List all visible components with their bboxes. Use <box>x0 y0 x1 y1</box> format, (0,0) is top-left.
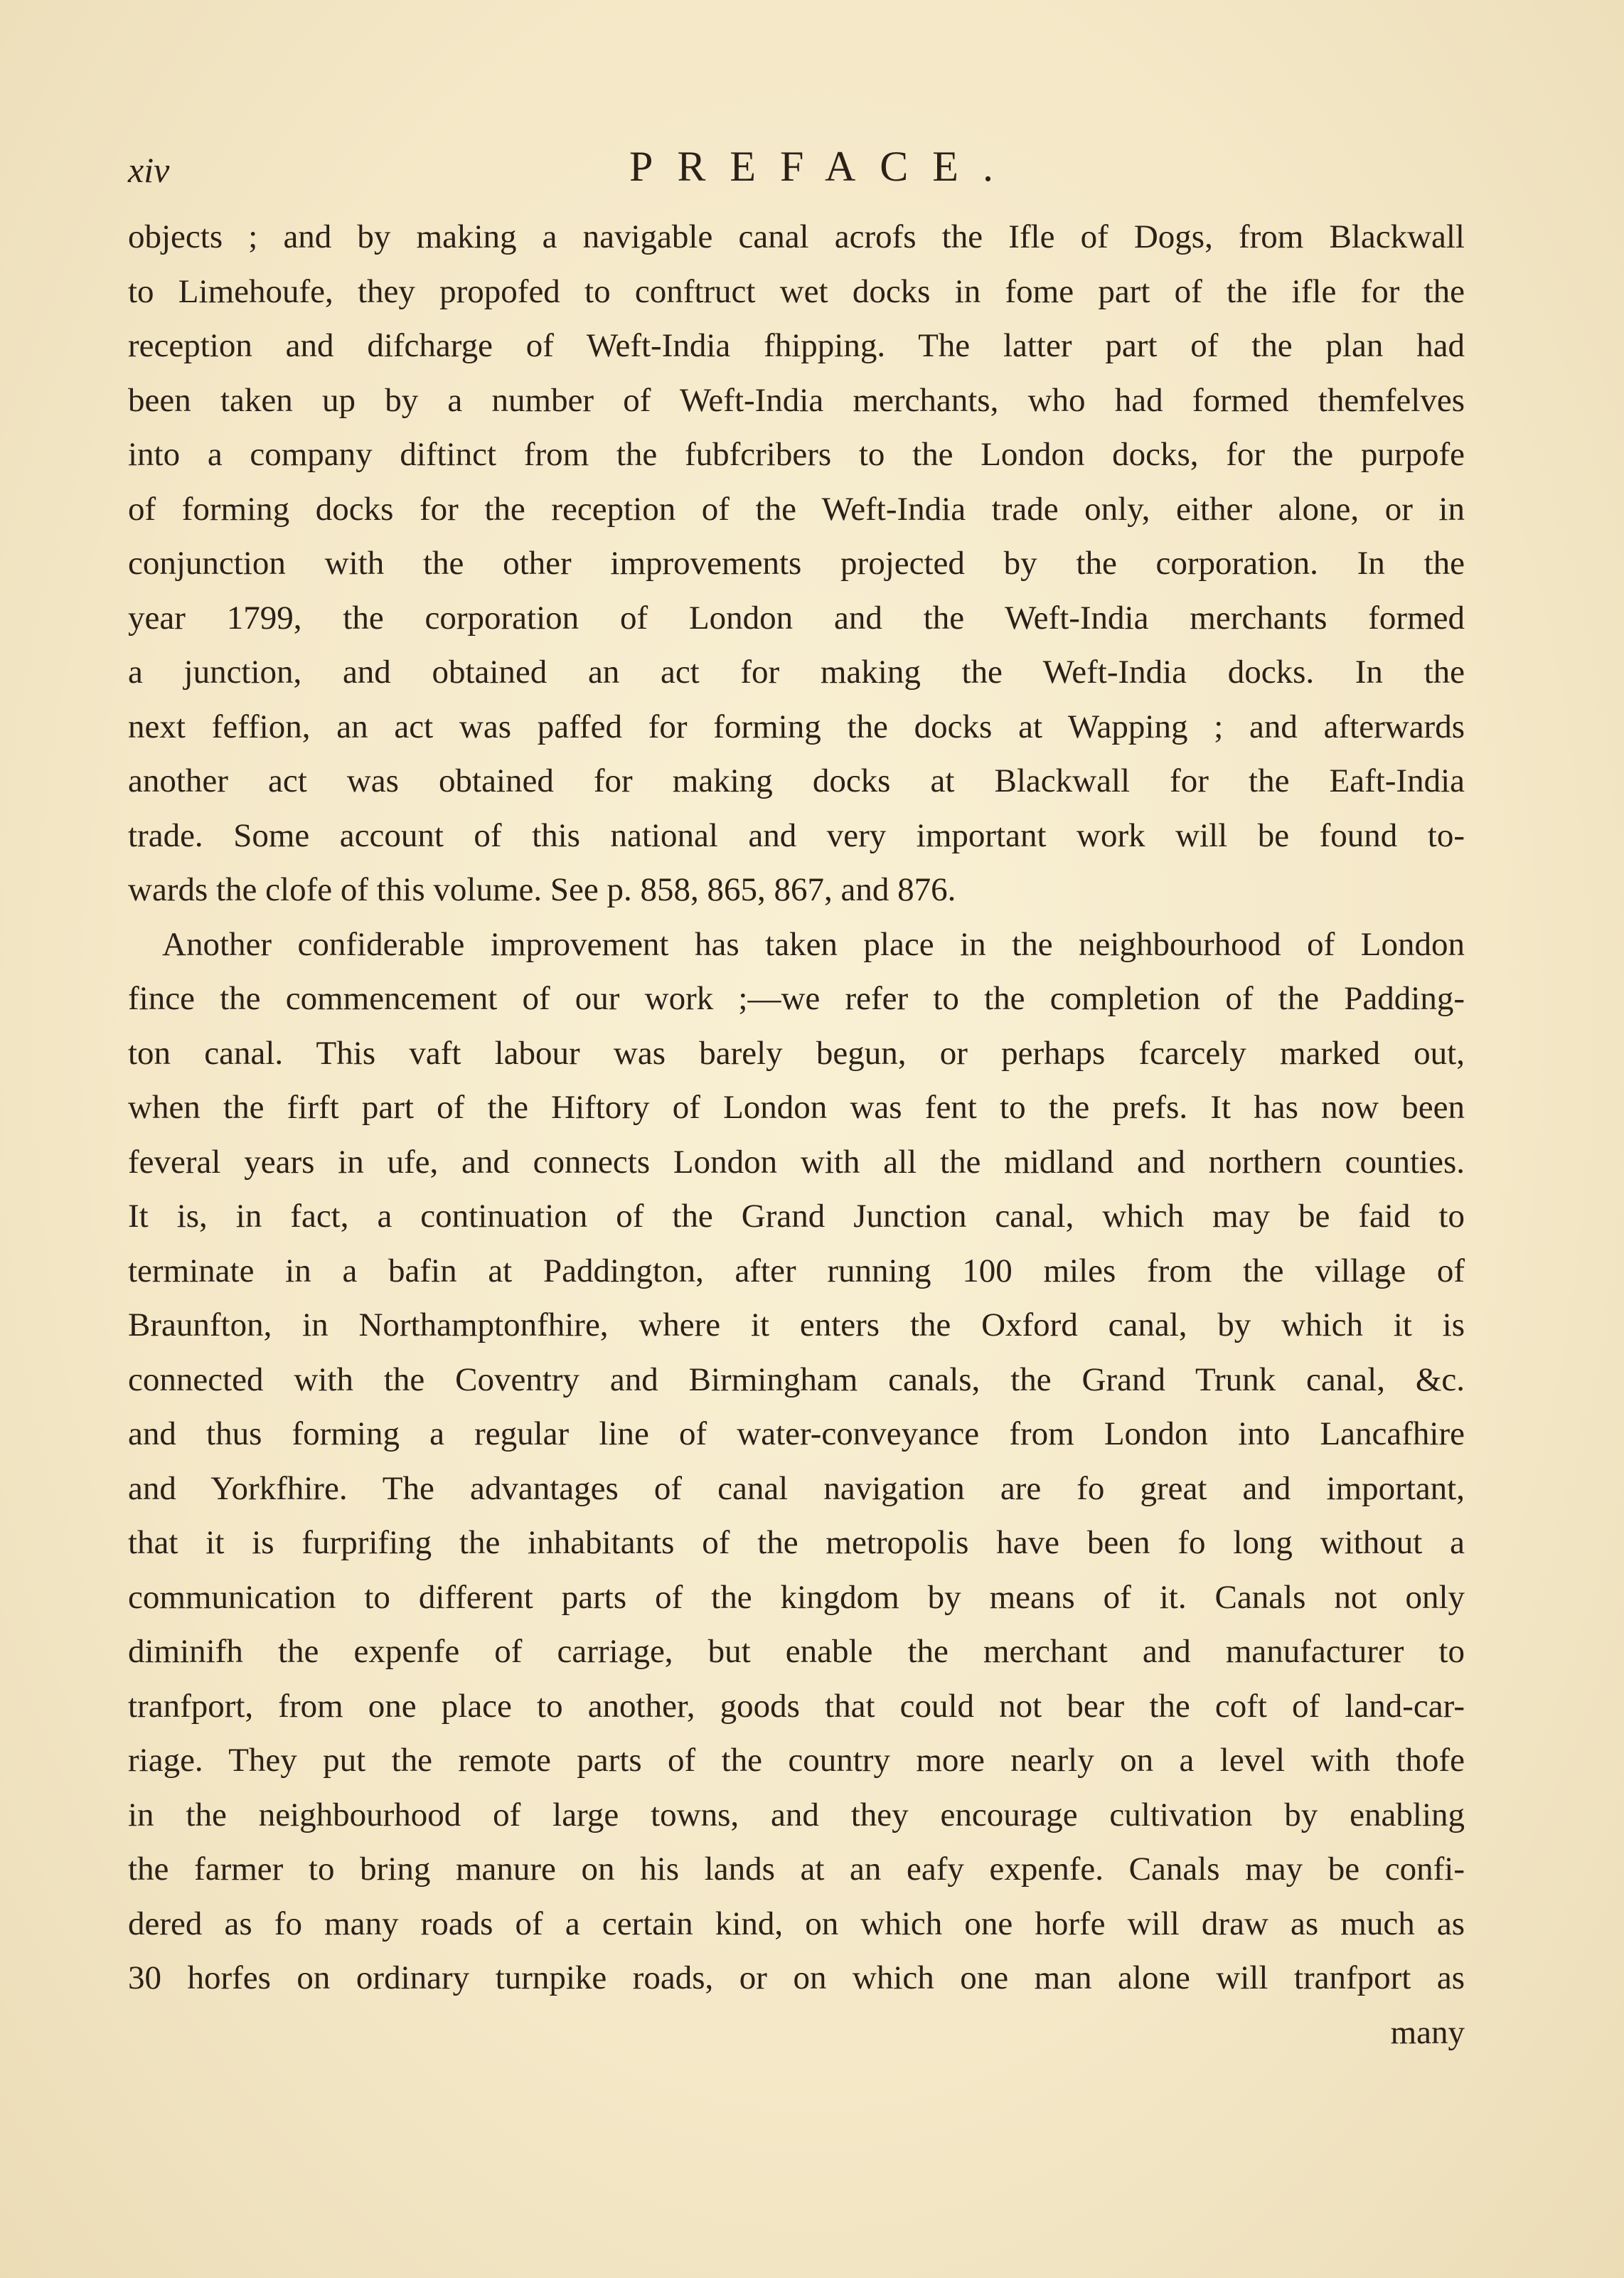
text-line: trade. Some account of this national and very important work will be found to- <box>128 816 1465 854</box>
text-line: conjunction with the other improvements projected by the corporation. In the <box>128 545 1465 582</box>
text-line: diminifh the expenfe of carriage, but enable the merchant and manufacturer to <box>128 1633 1465 1670</box>
text-line: Braunfton, in Northamptonfhire, where it enters the Oxford canal, by which it is <box>128 1306 1465 1343</box>
text-line: that it is furprifing the inhabitants of the metropolis have been fo long without a <box>128 1524 1465 1561</box>
text-line: terminate in a bafin at Paddington, after running 100 miles from the village of <box>128 1252 1465 1289</box>
text-line: been taken up by a number of Weft-India merchants, who had formed themfelves <box>128 381 1465 419</box>
text-line: 30 horfes on ordinary turnpike roads, or on which one man alone will tranfport as <box>128 1959 1465 1996</box>
text-line: reception and difcharge of Weft-India fhipping. The latter part of the plan had <box>128 327 1465 364</box>
text-line: year 1799, the corporation of London and the Weft-India merchants formed <box>128 599 1465 637</box>
text-line: into a company diftinct from the fubfcribers to the London docks, for the purpofe <box>128 436 1465 473</box>
text-line: It is, in fact, a continuation of the Grand Junction canal, which may be faid to <box>128 1198 1465 1235</box>
paragraph-start-line: Another confiderable improvement has taken place in the neighbourhood of London <box>162 925 1465 963</box>
text-line: next feffion, an act was paffed for forming the docks at Wapping ; and afterwards <box>128 708 1465 745</box>
text-line: riage. They put the remote parts of the country more nearly on a level with thofe <box>128 1742 1465 1779</box>
text-line: another act was obtained for making docks at Blackwall for the Eaft-India <box>128 762 1465 799</box>
text-line: objects ; and by making a navigable canal acrofs the Ifle of Dogs, from Blackwall <box>128 218 1465 255</box>
text-line: fince the commencement of our work ;—we refer to the completion of the Padding- <box>128 980 1465 1017</box>
running-head: PREFACE. <box>629 143 1017 190</box>
catchword: many <box>1390 2013 1465 2051</box>
text-line: tranfport, from one place to another, goods that could not bear the coft of land-car- <box>128 1687 1465 1725</box>
text-line: to Limehoufe, they propofed to conftruct wet docks in fome part of the ifle for the <box>128 272 1465 310</box>
text-line: and Yorkfhire. The advantages of canal navigation are fo great and important, <box>128 1469 1465 1507</box>
text-line: a junction, and obtained an act for making the Weft-India docks. In the <box>128 654 1465 691</box>
text-line: feveral years in ufe, and connects London with all the midland and northern counties. <box>128 1143 1465 1181</box>
text-line: in the neighbourhood of large towns, and they encourage cultivation by enabling <box>128 1796 1465 1833</box>
body-text <box>128 210 1465 2060</box>
page-header <box>128 142 1465 199</box>
text-line: and thus forming a regular line of water-conveyance from London into Lancafhire <box>128 1415 1465 1452</box>
text-line: wards the clofe of this volume. See p. 858, 865, 867, and 876. <box>128 871 956 908</box>
text-line: connected with the Coventry and Birmingham canals, the Grand Trunk canal, &c. <box>128 1361 1465 1398</box>
text-line: ton canal. This vaft labour was barely begun, or perhaps fcarcely marked out, <box>128 1034 1465 1072</box>
text-line: the farmer to bring manure on his lands at an eafy expenfe. Canals may be confi- <box>128 1851 1465 1888</box>
text-line: communication to different parts of the kingdom by means of it. Canals not only <box>128 1578 1465 1616</box>
page-number: xiv <box>128 150 170 190</box>
text-line: of forming docks for the reception of the Weft-India trade only, either alone, or in <box>128 490 1465 528</box>
text-line: when the firft part of the Hiftory of London was fent to the prefs. It has now been <box>128 1089 1465 1126</box>
text-line: dered as fo many roads of a certain kind, on which one horfe will draw as much as <box>128 1905 1465 1942</box>
